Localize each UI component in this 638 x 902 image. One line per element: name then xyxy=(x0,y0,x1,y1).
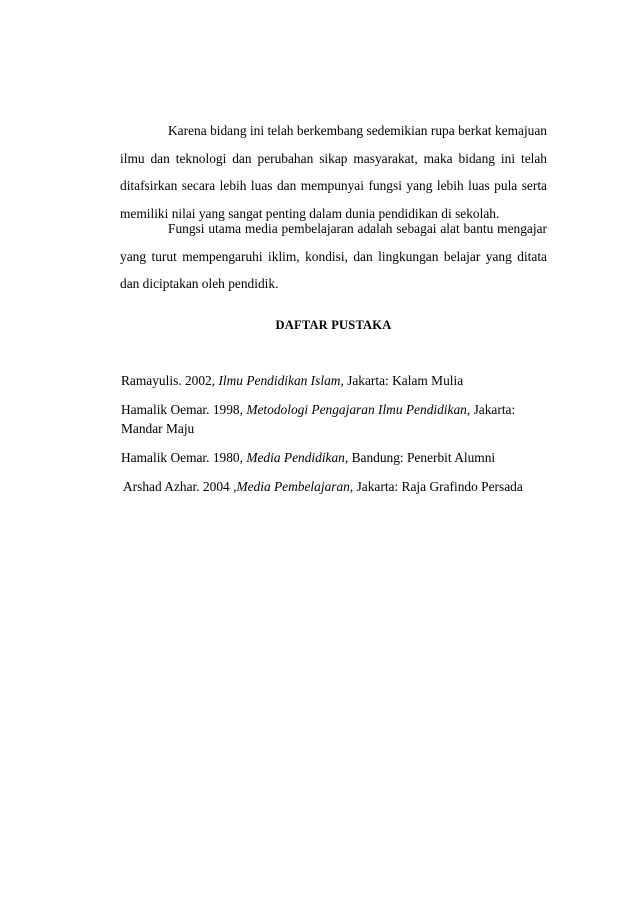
reference-publisher: , Jakarta: Raja Grafindo Persada xyxy=(349,478,523,494)
reference-author-year: Hamalik Oemar. 1998, xyxy=(121,402,247,417)
reference-publisher: Bandung: Penerbit Alumni xyxy=(348,449,496,465)
reference-item xyxy=(121,372,549,391)
reference-publisher: , Jakarta: Kalam Mulia xyxy=(340,373,464,388)
reference-author-year: Ramayulis. 2002, xyxy=(121,373,219,388)
reference-list xyxy=(121,372,549,507)
body-paragraph-2: Fungsi utama media pembelajaran adalah sebagai alat bantu mengajar yang turut mempengaruhi iklim, kondisi, dan lingkungan belajar yang ditata dan diciptakan oleh pendidik. xyxy=(120,221,547,291)
reference-author-year: Arshad Azhar. 2004 xyxy=(123,478,234,494)
reference-publisher: , Jakarta: Mandar Maju xyxy=(121,402,516,436)
bibliography-heading: DAFTAR PUSTAKA xyxy=(275,318,392,332)
reference-title: ,Media Pembelajaran xyxy=(233,478,350,494)
reference-title: Media Pendidikan, xyxy=(246,449,349,465)
reference-author-year: Hamalik Oemar. 1980, xyxy=(121,449,247,465)
reference-item xyxy=(121,401,549,438)
reference-item xyxy=(121,449,549,468)
reference-title: Metodologi Pengajaran Ilmu Pendidikan xyxy=(246,402,467,417)
reference-item xyxy=(121,478,549,497)
body-paragraph-1: Karena bidang ini telah berkembang sedemikian rupa berkat kemajuan ilmu dan teknologi dan perubahan sikap masyarakat, maka bidang ini telah ditafsirkan secara lebih luas dan mempunyai fungsi yang lebih luas pula serta memiliki nilai yang sangat penting dalam dunia pendidikan di sekolah. xyxy=(120,123,547,221)
reference-title: Ilmu Pendidikan Islam xyxy=(218,373,341,388)
